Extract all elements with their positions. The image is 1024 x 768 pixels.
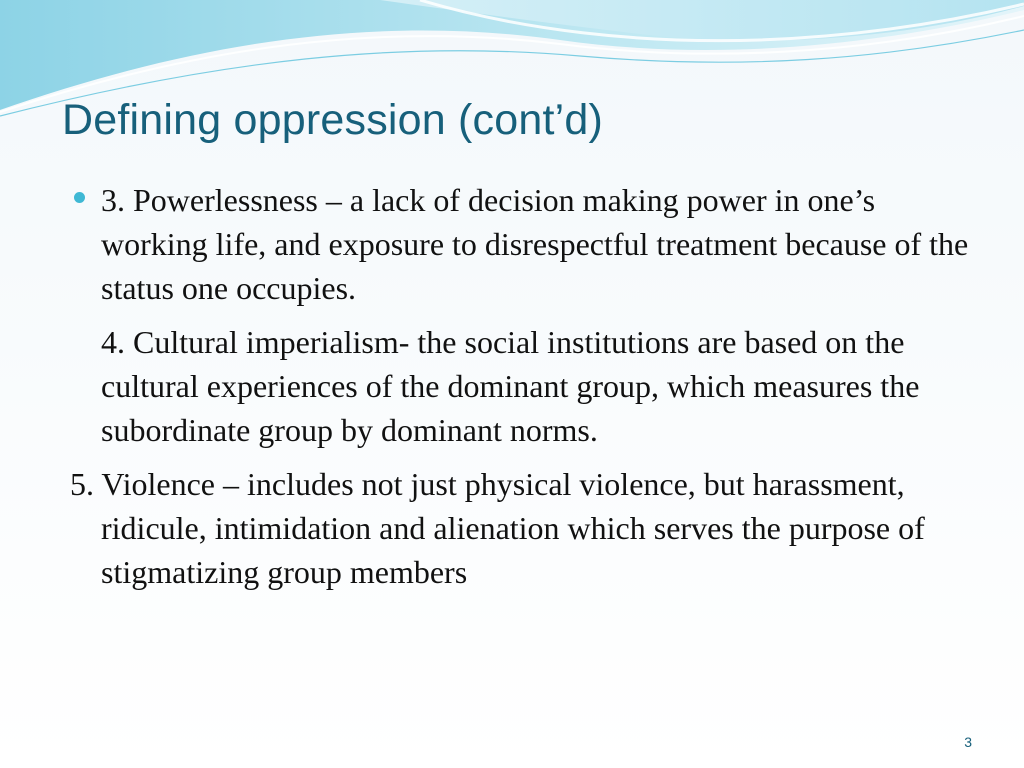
page-number: 3 <box>964 734 972 750</box>
list-item <box>70 320 970 452</box>
list-item-text: 4. Cultural imperialism- the social institutions are based on the cultural experiences of the dominant group, which measures the subordinate group by dominant norms. <box>101 324 920 448</box>
slide-body <box>70 178 970 594</box>
list-item <box>70 178 970 310</box>
list-item <box>70 462 970 594</box>
list-item-text: 5. Violence – includes not just physical violence, but harassment, ridicule, intimidation and alienation which serves the purpose of stigmatizing group members <box>70 466 925 590</box>
list-item-text: 3. Powerlessness – a lack of decision making power in one’s working life, and exposure to disrespectful treatment because of the status one occupies. <box>101 182 969 306</box>
bullet-icon <box>74 192 85 203</box>
slide-title: Defining oppression (cont’d) <box>62 96 604 144</box>
